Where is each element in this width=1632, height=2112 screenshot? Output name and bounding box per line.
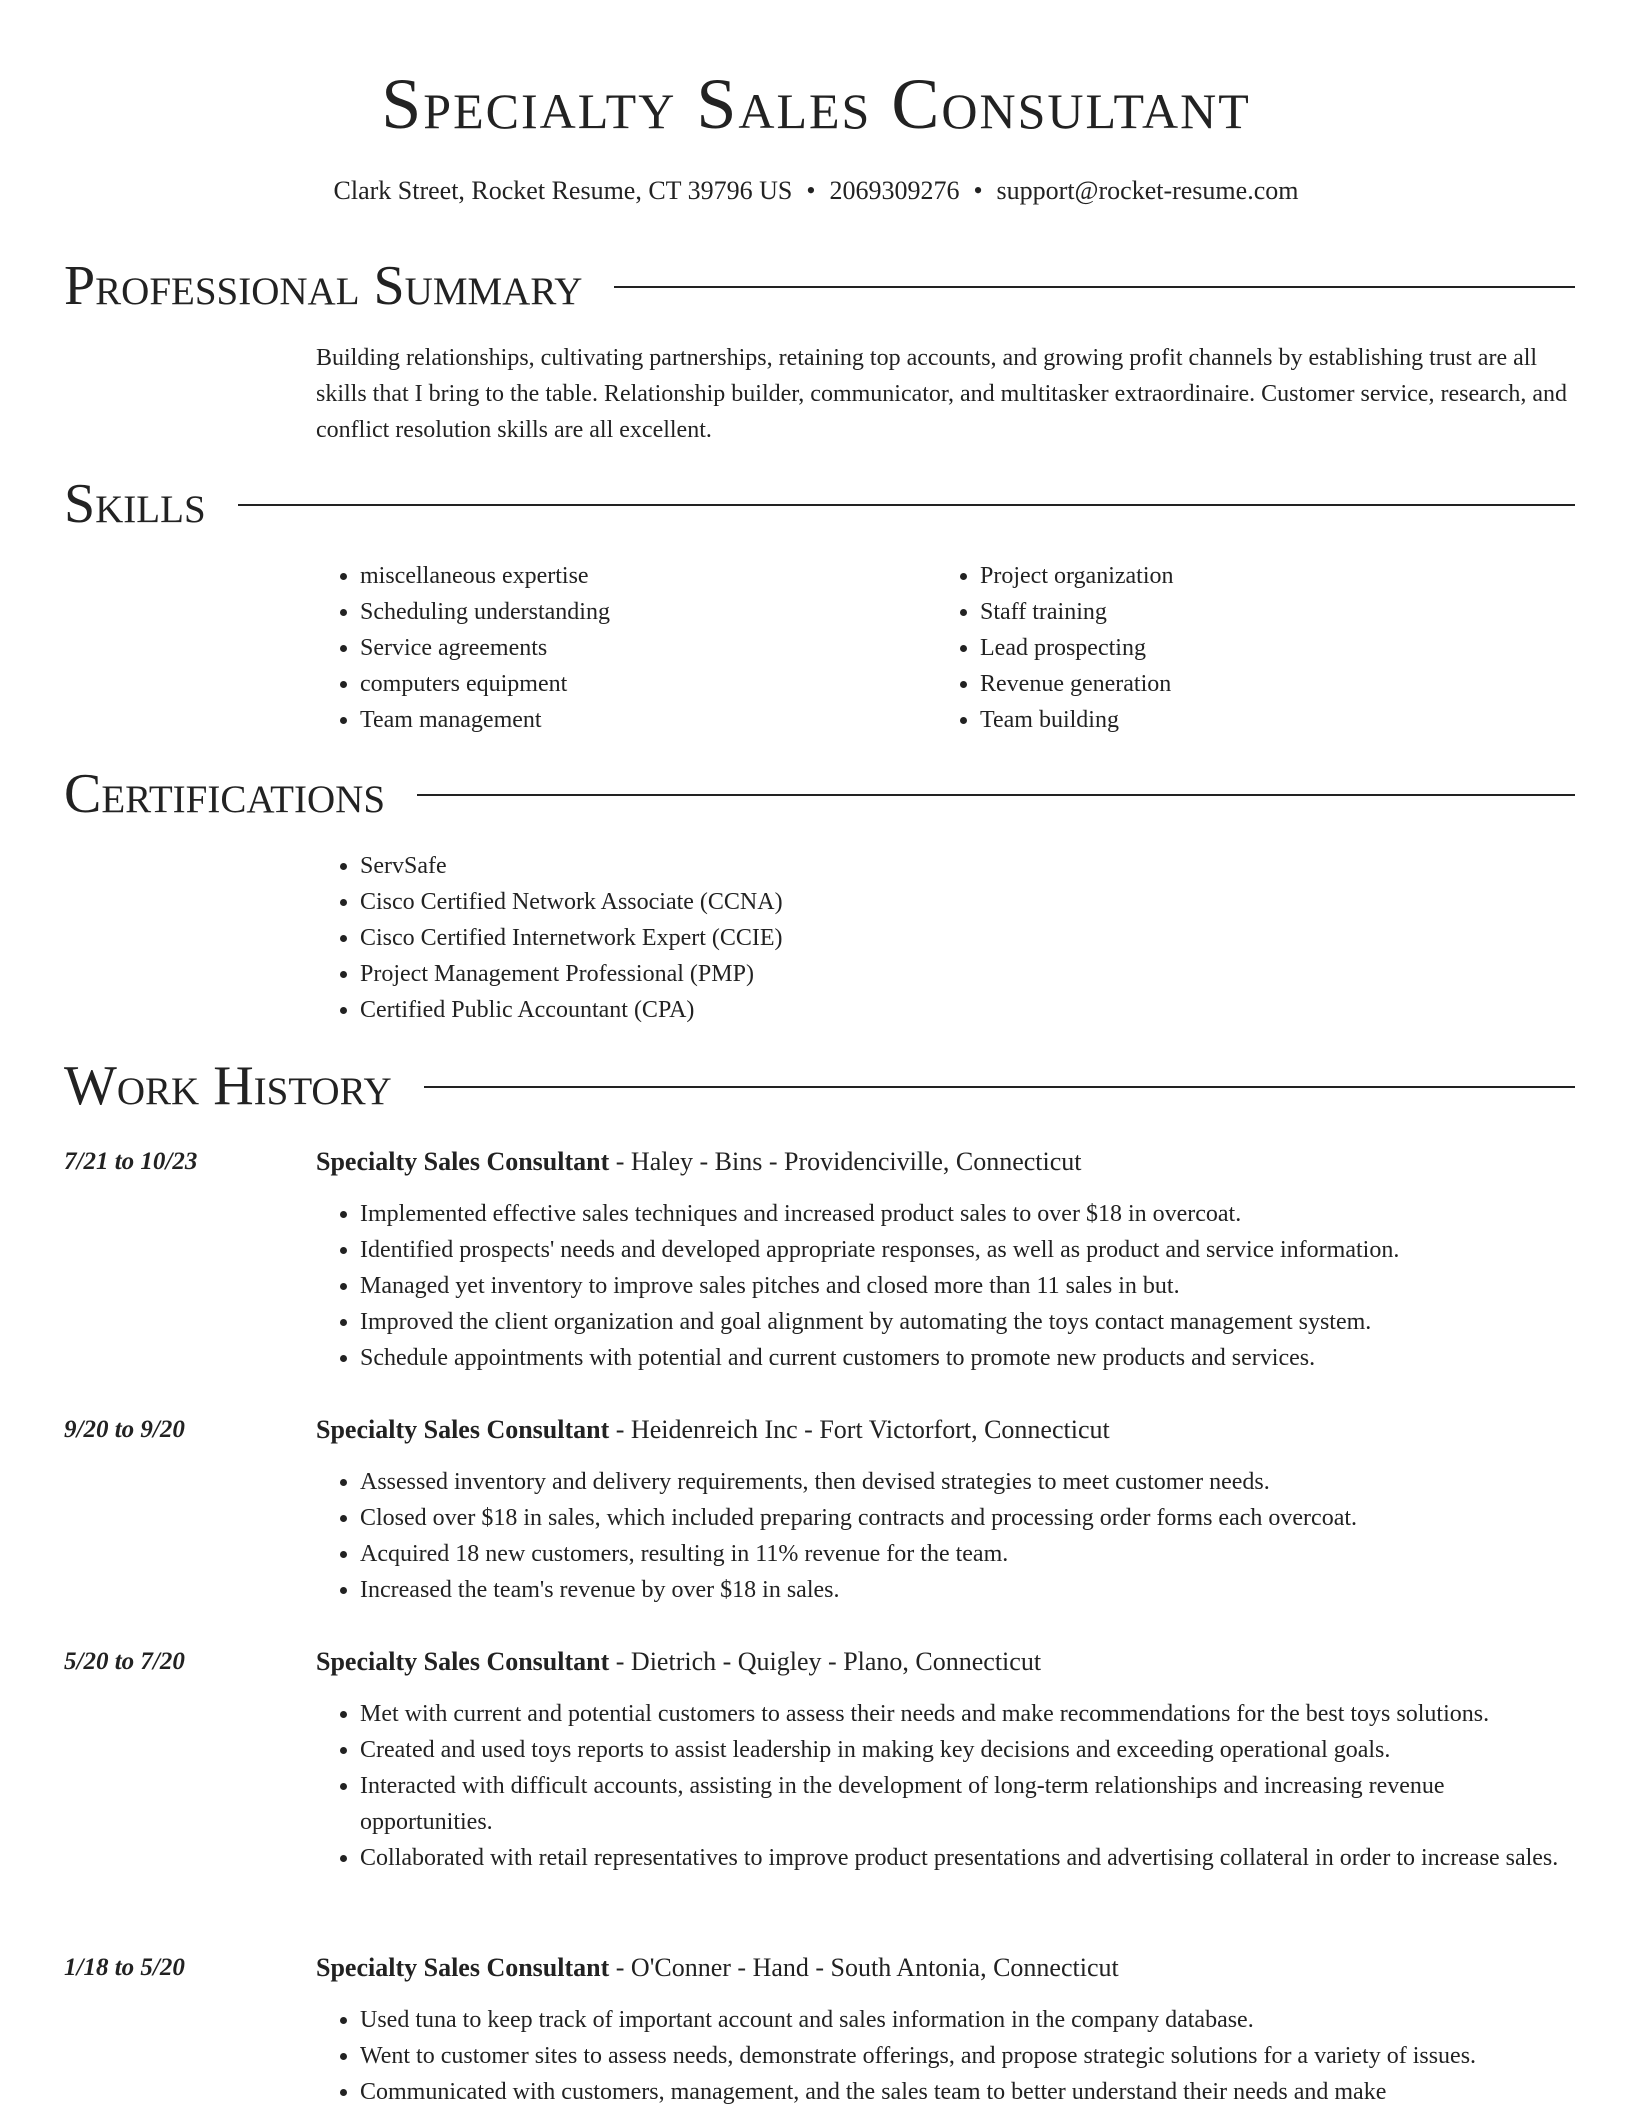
contact-phone: 2069309276 (829, 176, 960, 205)
job-bullet: • Implemented effective sales techniques and increased product sales to over $18 in overcoat. (360, 1196, 1578, 1232)
job-bullets (316, 1696, 1578, 1876)
skill-item: • Revenue generation (980, 666, 1556, 702)
contact-line (0, 174, 1632, 208)
job-employer: - Dietrich - Quigley - Plano, Connecticut (609, 1647, 1042, 1676)
contact-email: support@rocket-resume.com (996, 176, 1299, 205)
certification-item: • Cisco Certified Internetwork Expert (CCIE) (360, 920, 1516, 956)
section-divider (238, 504, 1575, 506)
job-bullet: • Closed over $18 in sales, which included preparing contracts and processing order forms each overcoat. (360, 1500, 1578, 1536)
job-employer: - O'Conner - Hand - South Antonia, Connecticut (609, 1953, 1119, 1982)
contact-separator: • (973, 176, 983, 205)
skill-item: • miscellaneous expertise (360, 558, 936, 594)
section-title-skills: Skills (64, 473, 206, 535)
job-bullets (316, 2002, 1578, 2110)
job-title: Specialty Sales Consultant (316, 1647, 610, 1676)
skill-item: • computers equipment (360, 666, 936, 702)
section-header-summary (64, 254, 1575, 318)
section-divider (417, 794, 1575, 796)
certification-item: • Cisco Certified Network Associate (CCNA) (360, 884, 1516, 920)
section-divider (614, 286, 1575, 288)
section-header-skills (64, 472, 1575, 536)
job-bullet: • Met with current and potential customers to assess their needs and make recommendations for the best toys solutions. (360, 1696, 1578, 1732)
job-bullet: • Identified prospects' needs and developed appropriate responses, as well as product and service information. (360, 1232, 1578, 1268)
job-bullet: • Collaborated with retail representatives to improve product presentations and advertising collateral in order to increase sales. (360, 1840, 1578, 1876)
job-headline (316, 1644, 1041, 1680)
job-bullet: • Acquired 18 new customers, resulting in 11% revenue for the team. (360, 1536, 1578, 1572)
section-header-certifications (64, 762, 1575, 826)
job-headline (316, 1412, 1110, 1448)
job-bullet: • Interacted with difficult accounts, assisting in the development of long-term relationships and increasing revenue opportunities. (360, 1768, 1578, 1840)
job-bullet: • Managed yet inventory to improve sales pitches and closed more than 11 sales in but. (360, 1268, 1578, 1304)
job-bullet: • Increased the team's revenue by over $18 in sales. (360, 1572, 1578, 1608)
skill-item: • Team management (360, 702, 936, 738)
job-dates: 1/18 to 5/20 (64, 1954, 185, 1981)
job-bullet: • Went to customer sites to assess needs, demonstrate offerings, and propose strategic solutions for a variety of issues. (360, 2038, 1578, 2074)
job-title: Specialty Sales Consultant (316, 1147, 610, 1176)
certification-item: • Project Management Professional (PMP) (360, 956, 1516, 992)
certification-item: • ServSafe (360, 848, 1516, 884)
skills-column-right (936, 558, 1556, 738)
certification-item: • Certified Public Accountant (CPA) (360, 992, 1516, 1028)
job-employer: - Heidenreich Inc - Fort Victorfort, Connecticut (609, 1415, 1110, 1444)
section-title-summary: Professional Summary (64, 255, 583, 317)
job-bullet: • Used tuna to keep track of important account and sales information in the company database. (360, 2002, 1578, 2038)
certifications-list (316, 848, 1516, 1028)
job-bullet: • Assessed inventory and delivery requirements, then devised strategies to meet customer needs. (360, 1464, 1578, 1500)
skills-list (316, 558, 1576, 738)
job-bullet: • Communicated with customers, management, and the sales team to better understand their needs and make (360, 2074, 1578, 2110)
job-dates: 9/20 to 9/20 (64, 1416, 185, 1443)
section-divider (424, 1086, 1575, 1088)
skill-item: • Service agreements (360, 630, 936, 666)
job-headline (316, 1144, 1082, 1180)
contact-address: Clark Street, Rocket Resume, CT 39796 US (333, 176, 793, 205)
job-bullets (316, 1464, 1578, 1608)
skill-item: • Scheduling understanding (360, 594, 936, 630)
job-bullet: • Created and used toys reports to assist leadership in making key decisions and exceeding operational goals. (360, 1732, 1578, 1768)
section-title-certifications: Certifications (64, 763, 386, 825)
job-dates: 5/20 to 7/20 (64, 1648, 185, 1675)
section-title-work-history: Work History (64, 1055, 392, 1117)
contact-separator: • (806, 176, 816, 205)
skill-item: • Project organization (980, 558, 1556, 594)
job-bullet: • Improved the client organization and goal alignment by automating the toys contact management system. (360, 1304, 1578, 1340)
section-header-work-history (64, 1054, 1575, 1118)
job-headline (316, 1950, 1119, 1986)
skill-item: • Lead prospecting (980, 630, 1556, 666)
skill-item: • Staff training (980, 594, 1556, 630)
summary-text: Building relationships, cultivating partnerships, retaining top accounts, and growing profit channels by establishing trust are all skills that I bring to the table. Relationship builder, communicator, and multitasker extraordinaire. Customer service, research, and conflict resolution skills are all excellent. (316, 345, 1568, 443)
job-bullets (316, 1196, 1578, 1376)
job-dates: 7/21 to 10/23 (64, 1148, 198, 1175)
skills-column-left (316, 558, 936, 738)
skill-item: • Team building (980, 702, 1556, 738)
resume-title: Specialty Sales Consultant (381, 64, 1251, 144)
job-title: Specialty Sales Consultant (316, 1415, 610, 1444)
job-bullet: • Schedule appointments with potential and current customers to promote new products and services. (360, 1340, 1578, 1376)
job-title: Specialty Sales Consultant (316, 1953, 610, 1982)
job-employer: - Haley - Bins - Providenciville, Connecticut (609, 1147, 1082, 1176)
